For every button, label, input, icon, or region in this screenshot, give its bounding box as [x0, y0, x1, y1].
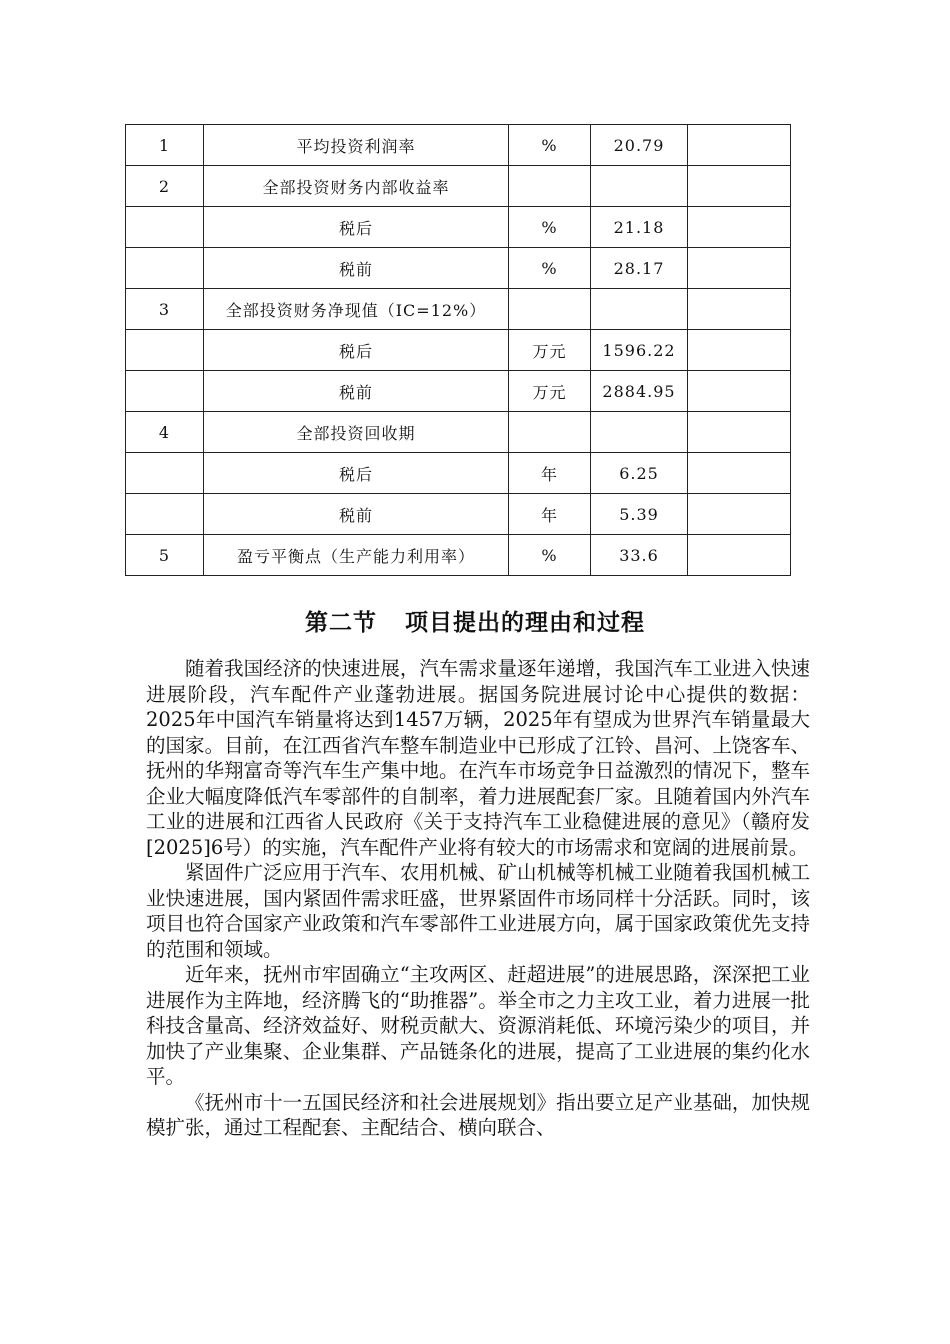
- row-number: [126, 207, 204, 248]
- row-value: 20.79: [591, 125, 688, 166]
- row-unit: %: [509, 125, 591, 166]
- row-unit: 年: [509, 453, 591, 494]
- row-number: [126, 494, 204, 535]
- row-value: [591, 289, 688, 330]
- row-item: 全部投资财务内部收益率: [204, 166, 509, 207]
- row-item: 全部投资财务净现值（IC=12%）: [204, 289, 509, 330]
- row-note: [688, 371, 791, 412]
- row-note: [688, 166, 791, 207]
- row-unit: 万元: [509, 330, 591, 371]
- row-number: [126, 330, 204, 371]
- row-note: [688, 248, 791, 289]
- row-unit: %: [509, 535, 591, 576]
- row-unit: %: [509, 207, 591, 248]
- paragraph: 紧固件广泛应用于汽车、农用机械、矿山机械等机械工业随着我国机械工业快速进展，国内紧固件需求旺盛，世界紧固件市场同样十分活跃。同时，该项目也符合国家产业政策和汽车零部件工业进展方向，属于国家政策优先支持的范围和领域。: [146, 861, 810, 961]
- row-unit: 万元: [509, 371, 591, 412]
- row-unit: [509, 412, 591, 453]
- row-value: 5.39: [591, 494, 688, 535]
- row-number: 1: [126, 125, 204, 166]
- row-value: 28.17: [591, 248, 688, 289]
- row-note: [688, 412, 791, 453]
- row-unit: [509, 166, 591, 207]
- row-note: [688, 453, 791, 494]
- table-row: [126, 166, 791, 207]
- table-row: [126, 535, 791, 576]
- table-row: [126, 453, 791, 494]
- paragraph: 近年来，抚州市牢固确立“主攻两区、赶超进展”的进展思路，深深把工业进展作为主阵地，经济腾飞的“助推器”。举全市之力主攻工业，着力进展一批科技含量高、经济效益好、财税贡献大、资源消耗低、环境污染少的项目，并加快了产业集聚、企业集群、产品链条化的进展，提高了工业进展的集约化水平。: [146, 963, 810, 1088]
- row-note: [688, 125, 791, 166]
- row-number: [126, 371, 204, 412]
- table-row: [126, 289, 791, 330]
- row-number: 4: [126, 412, 204, 453]
- row-value: 33.6: [591, 535, 688, 576]
- table-body: [126, 125, 791, 576]
- section-heading: [0, 604, 950, 637]
- row-number: 2: [126, 166, 204, 207]
- row-value: [591, 412, 688, 453]
- row-item: 税前: [204, 494, 509, 535]
- row-item: 税后: [204, 453, 509, 494]
- row-value: 2884.95: [591, 371, 688, 412]
- row-value: [591, 166, 688, 207]
- row-unit: 年: [509, 494, 591, 535]
- table-row: [126, 330, 791, 371]
- row-note: [688, 207, 791, 248]
- row-number: 3: [126, 289, 204, 330]
- table-row: [126, 494, 791, 535]
- section-body: [146, 656, 810, 1141]
- row-note: [688, 494, 791, 535]
- paragraph: 《抚州市十一五国民经济和社会进展规划》指出要立足产业基础，加快规模扩张，通过工程配套、主配结合、横向联合、: [146, 1090, 810, 1139]
- row-value: 1596.22: [591, 330, 688, 371]
- row-number: 5: [126, 535, 204, 576]
- row-item: 税前: [204, 248, 509, 289]
- row-value: 6.25: [591, 453, 688, 494]
- row-item: 平均投资利润率: [204, 125, 509, 166]
- row-item: 税后: [204, 207, 509, 248]
- section-number: 第二节: [305, 610, 377, 636]
- row-note: [688, 289, 791, 330]
- table-row: [126, 207, 791, 248]
- row-number: [126, 453, 204, 494]
- row-item: 盈亏平衡点（生产能力利用率）: [204, 535, 509, 576]
- financial-indicators-table: [125, 124, 791, 576]
- section-title: 项目提出的理由和过程: [405, 610, 645, 636]
- table-row: [126, 371, 791, 412]
- row-number: [126, 248, 204, 289]
- row-item: 税前: [204, 371, 509, 412]
- row-item: 税后: [204, 330, 509, 371]
- row-note: [688, 330, 791, 371]
- row-value: 21.18: [591, 207, 688, 248]
- table-row: [126, 248, 791, 289]
- row-unit: [509, 289, 591, 330]
- row-unit: %: [509, 248, 591, 289]
- table-row: [126, 412, 791, 453]
- row-item: 全部投资回收期: [204, 412, 509, 453]
- paragraph: 随着我国经济的快速进展，汽车需求量逐年递增，我国汽车工业进入快速进展阶段，汽车配件产业蓬勃进展。据国务院进展讨论中心提供的数据：2025年中国汽车销量将达到1457万辆，2025年有望成为世界汽车销量最大的国家。目前，在江西省汽车整车制造业中已形成了江铃、昌河、上饶客车、抚州的华翔富奇等汽车生产集中地。在汽车市场竞争日益激烈的情况下，整车企业大幅度降低汽车零部件的自制率，着力进展配套厂家。且随着国内外汽车工业的进展和江西省人民政府《关于支持汽车工业稳健进展的意见》（赣府发[2025]6号）的实施，汽车配件产业将有较大的市场需求和宽阔的进展前景。: [146, 657, 810, 859]
- row-note: [688, 535, 791, 576]
- table-row: [126, 125, 791, 166]
